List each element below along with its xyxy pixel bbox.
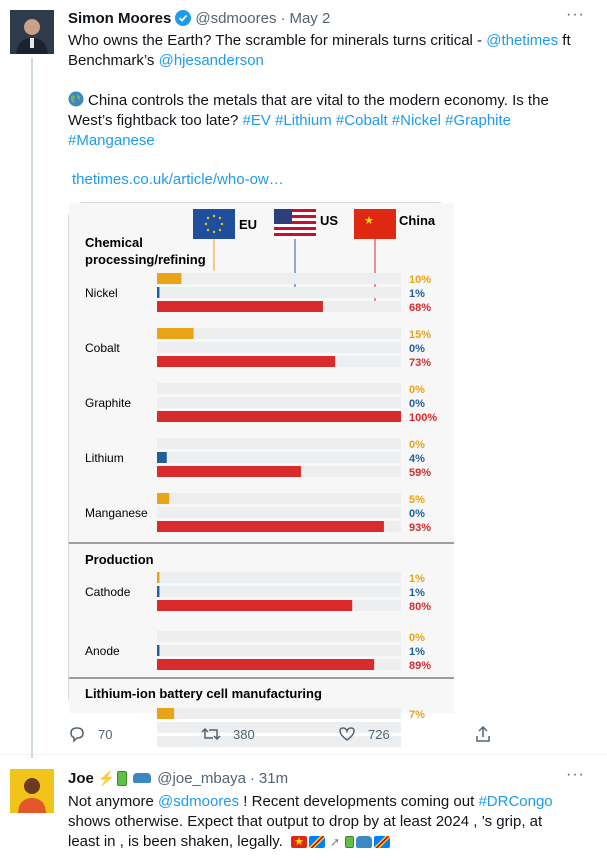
china-star-icon: ★ [364, 215, 374, 227]
reply-icon [68, 725, 86, 743]
mention-sdmoores[interactable]: @sdmoores [158, 793, 240, 810]
bar-china [157, 659, 374, 670]
value-label-us: 4% [409, 453, 425, 465]
action-bar [68, 725, 498, 745]
section-title-processing: processing/refining [85, 252, 206, 267]
value-label-china: 68% [409, 302, 432, 314]
value-label-china: 100% [409, 412, 438, 424]
value-label-china: 73% [409, 357, 432, 369]
share-icon [474, 725, 492, 743]
row-label: Nickel [85, 286, 118, 300]
more-options-icon[interactable]: ··· [566, 766, 585, 783]
tweet-header [68, 768, 288, 788]
us-flag-icon [274, 209, 316, 239]
article-link[interactable]: thetimes.co.uk/article/who-ow… [72, 171, 284, 188]
row-label: Cobalt [85, 341, 120, 355]
bar-track [157, 507, 401, 518]
rocket-emoji-icon: ➚ [330, 835, 341, 850]
chart-image-card[interactable] [68, 202, 453, 721]
bar-china [157, 301, 323, 312]
china-flag-emoji-icon: ★ [291, 836, 307, 848]
bar-track [157, 328, 401, 339]
bar-eu [157, 328, 194, 339]
value-label-china: 59% [409, 467, 432, 479]
section-title-battery: Lithium-ion battery cell manufacturing [85, 686, 322, 701]
car-emoji-icon [356, 836, 372, 848]
bar-track [157, 383, 401, 394]
row-label: Graphite [85, 396, 132, 410]
tweet-text-segment: least in , is been shaken, legally. [68, 833, 283, 850]
section-title-chemical: Chemical [85, 235, 143, 250]
bar-china [157, 356, 335, 367]
globe-emoji-icon [68, 91, 84, 107]
tweet-text-segment: ft [558, 32, 571, 49]
value-label-eu: 1% [409, 573, 425, 585]
drc-flag-emoji-icon [309, 836, 325, 848]
value-label-us: 0% [409, 398, 425, 410]
bar-track [157, 631, 401, 642]
bar-china [157, 466, 301, 477]
reply-button[interactable] [68, 725, 112, 743]
bar-us [157, 586, 159, 597]
separator-dot: · [249, 769, 255, 787]
author-name[interactable]: Joe [68, 769, 94, 787]
bar-track [157, 273, 401, 284]
battery-emoji-icon [117, 771, 127, 786]
avatar-simon-moores[interactable] [10, 10, 54, 54]
bar-track [157, 708, 401, 719]
tweet-text-line5 [68, 131, 155, 151]
tweet-text-line1 [68, 31, 571, 51]
heart-icon [338, 725, 356, 743]
row-label: Manganese [85, 506, 148, 520]
author-handle[interactable]: @joe_mbaya [157, 769, 246, 787]
tweet-text-line2 [68, 812, 542, 832]
drc-flag-emoji-icon [374, 836, 390, 848]
tweet-text-line2 [68, 51, 264, 71]
bar-eu [157, 572, 159, 583]
tweet-text-segment: Who owns the Earth? The scramble for minerals turns critical - [68, 32, 487, 49]
retweet-icon [201, 725, 221, 743]
author-handle[interactable]: @sdmoores [195, 9, 277, 27]
like-button[interactable] [338, 725, 390, 743]
bar-china [157, 411, 401, 422]
emoji-row [291, 836, 390, 848]
bar-track [157, 586, 401, 597]
value-label-eu: 0% [409, 384, 425, 396]
hashtag-manganese[interactable]: #Manganese [68, 132, 155, 149]
bar-eu [157, 708, 174, 719]
row-label: Anode [85, 644, 120, 658]
avatar-joe[interactable] [10, 769, 54, 813]
tweet-text-line1 [68, 792, 553, 812]
tweet-text-line3 [68, 832, 390, 852]
thread-line [31, 58, 33, 758]
china-flag-icon [354, 209, 396, 239]
bar-us [157, 645, 159, 656]
verified-badge-icon [175, 10, 191, 26]
value-label-us: 0% [409, 508, 425, 520]
bar-us [157, 287, 159, 298]
bar-track [157, 572, 401, 583]
retweet-button[interactable] [201, 725, 255, 743]
bar-track [157, 397, 401, 408]
tweet-url[interactable] [72, 170, 284, 190]
tweet-time[interactable]: 31m [258, 769, 289, 787]
reply-count: 70 [98, 726, 113, 742]
tweet-text-segment: Not anymore [68, 793, 159, 810]
legend-eu-label: EU [239, 217, 258, 232]
legend-china-label: China [399, 213, 436, 228]
bar-track [157, 438, 401, 449]
value-label-eu: 0% [409, 439, 425, 451]
bar-track [157, 287, 401, 298]
value-label-us: 1% [409, 587, 425, 599]
lightning-emoji-icon: ⚡ [97, 769, 116, 786]
bar-track [157, 493, 401, 504]
section-title-production: Production [85, 552, 154, 567]
bar-eu [157, 493, 169, 504]
bar-china [157, 521, 384, 532]
value-label-china: 89% [409, 660, 432, 672]
more-options-icon[interactable]: ··· [566, 6, 585, 23]
value-label-eu: 7% [409, 709, 425, 721]
value-label-china: 80% [409, 601, 432, 613]
share-button[interactable] [474, 725, 492, 743]
tweet-date[interactable]: May 2 [289, 9, 331, 27]
tweet-text-segment: China controls the metals that are vital to the modern economy. Is the [88, 92, 549, 109]
battery-emoji-icon [345, 836, 354, 848]
tweet-joe-reply[interactable] [0, 756, 607, 862]
author-name[interactable]: Simon Moores [68, 9, 172, 27]
minerals-chart [69, 203, 454, 721]
bar-us [157, 452, 167, 463]
bar-track [157, 452, 401, 463]
value-label-us: 0% [409, 343, 425, 355]
mention-thetimes[interactable]: @thetimes [486, 32, 559, 49]
value-label-us: 1% [409, 646, 425, 658]
value-label-eu: 0% [409, 632, 425, 644]
hashtags[interactable]: #EV #Lithium #Cobalt #Nickel #Graphite [242, 112, 512, 129]
separator-dot: · [280, 9, 286, 27]
tweet-text-segment: Benchmark’s [68, 52, 159, 69]
bar-eu [157, 273, 181, 284]
row-label: Cathode [85, 585, 131, 599]
eu-flag-icon [193, 209, 235, 239]
value-label-eu: 10% [409, 274, 432, 286]
value-label-china: 93% [409, 522, 432, 534]
bar-track [157, 342, 401, 353]
value-label-eu: 5% [409, 494, 425, 506]
hashtag-drcongo[interactable]: #DRCongo [478, 793, 553, 810]
retweet-count: 380 [233, 726, 255, 742]
tweet-text-segment: shows otherwise. Expect that output to drop by at least 2024 , ’s grip, at [68, 813, 543, 830]
tweet-text-segment: West’s fightback too late? [68, 112, 243, 129]
bar-china [157, 600, 352, 611]
tweet-text-line3 [68, 91, 549, 111]
legend-us-label: US [320, 213, 339, 228]
mention-hjesanderson[interactable]: @hjesanderson [158, 52, 264, 69]
row-label: Lithium [85, 451, 124, 465]
tweet-text-segment: ! Recent developments coming out [239, 793, 479, 810]
value-label-eu: 15% [409, 329, 432, 341]
like-count: 726 [368, 726, 390, 742]
car-emoji-icon [133, 773, 151, 783]
bar-track [157, 645, 401, 656]
tweet-text-line4 [68, 111, 511, 131]
tweet-header [68, 8, 330, 28]
value-label-us: 1% [409, 288, 425, 300]
